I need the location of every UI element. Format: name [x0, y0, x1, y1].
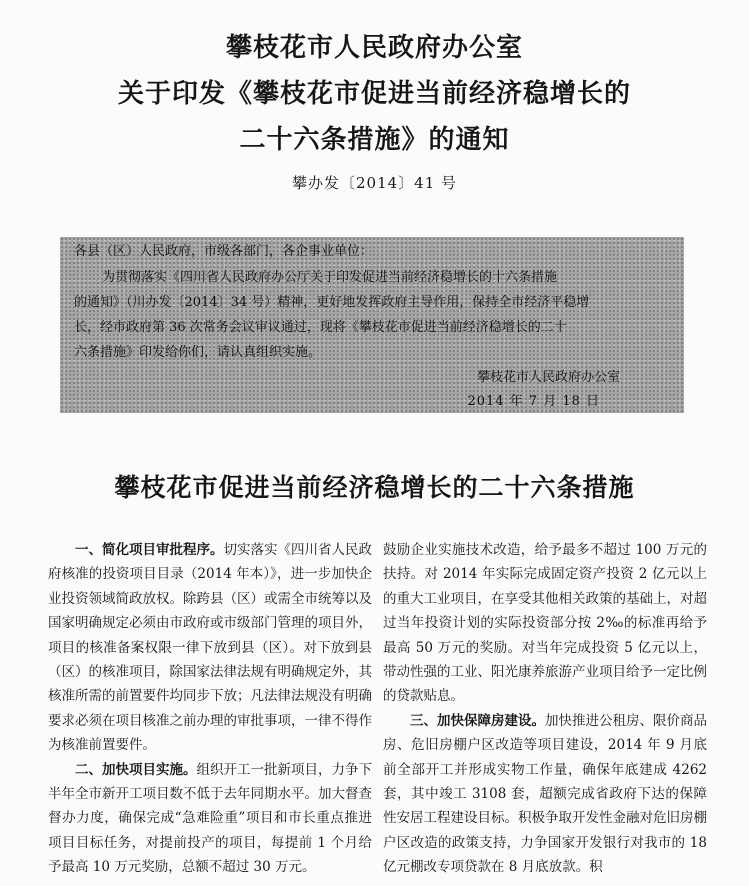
notice-line: 六条措施》印发给你们，请认真组织实施。 — [74, 345, 322, 360]
paragraph-heading: 二、加快项目实施。 — [75, 761, 197, 778]
notice-date: 2014 年 7 月 18 日 — [467, 394, 600, 409]
paragraph-heading: 一、简化项目审批程序。 — [75, 542, 224, 558]
notice-signature: 攀枝花市人民政府办公室 — [476, 370, 620, 385]
notice-line: 的通知》（川办发〔2014〕34 号）精神，更好地发挥政府主导作用，保持全市经济平稳增 — [74, 295, 590, 310]
paragraph-text: 组织开工一批新项目，力争下半年全市新开工项目数不低于去年同期水平。加大督查督办力度，确保完成“急难险重”项目和市长重点推进项目目标任务，对提前投产的项目，每提前 1 个月给予最高 10 万元奖励，总额不超过 30 万元。 — [48, 761, 372, 876]
paragraph-continued: 鼓励企业实施技术改造，给予最多不超过 100 万元的扶持。对 2014 年实际完成固定资产投资 2 亿元以上的重大工业项目，在享受其他相关政策的基础上，对超过当年投资计划的实际投资部分按 2‰的标准再给予最高 50 万元的奖励。对当年完成投资 5 亿元以上，带动性强的工业、阳光康养旅游产业项目给予一定比例的贷款贴息。 — [383, 542, 707, 705]
notice-address: 各县（区）人民政府，市级各部门，各企事业单位： — [74, 244, 374, 259]
page-title-line-2: 关于印发《攀枝花市促进当前经济稳增长的 — [117, 79, 631, 109]
document-number: 攀办发〔2014〕41 号 — [291, 174, 458, 192]
paragraph-1 — [48, 538, 372, 758]
section-title: 攀枝花市促进当前经济稳增长的二十六条措施 — [114, 473, 635, 502]
paragraph-heading: 三、加快保障房建设。 — [410, 712, 545, 729]
left-column — [48, 538, 372, 880]
notice-line: 长，经市政府第 36 次常务会议审议通过，现将《攀枝花市促进当前经济稳增长的二十 — [74, 320, 567, 335]
paragraph-text: 切实落实《四川省人民政府核准的投资项目目录（2014 年本）》，进一步加快企业投资领域简政放权。除跨县（区）或需全市统筹以及国家明确规定必须由市政府或市级部门管理的项目外，项目的核准备案权限一律下放到县（区）。对下放到县（区）的核准项目，除国家法律法规有明确规定外，其核准所需的前置要件均同步下放；凡法律法规没有明确要求必须在项目核准之前办理的审批事项，一律不得作为核准前置要件。 — [48, 542, 372, 754]
paragraph-3 — [383, 709, 707, 880]
page-title-line-3: 二十六条措施》的通知 — [239, 125, 510, 155]
paragraph-2 — [48, 758, 372, 880]
notice-box — [60, 237, 684, 413]
page-title-line-1: 攀枝花市人民政府办公室 — [225, 33, 523, 63]
paragraph-text: 加快推进公租房、限价商品房、危旧房棚户区改造等项目建设，2014 年 9 月底前全部开工并形成实物工作量，确保年底建成 4262 套，其中竣工 3108 套，超额完成省政府下达的保障性安居工程建设目标。积极争取开发性金融对危旧房棚户区改造的政策支持，力争国家开发银行对我市的 18 亿元棚改专项贷款在 8 月底放款。积 — [383, 712, 707, 876]
notice-line: 为贯彻落实《四川省人民政府办公厅关于印发促进当前经济稳增长的十六条措施 — [102, 270, 558, 285]
right-column — [383, 538, 707, 880]
